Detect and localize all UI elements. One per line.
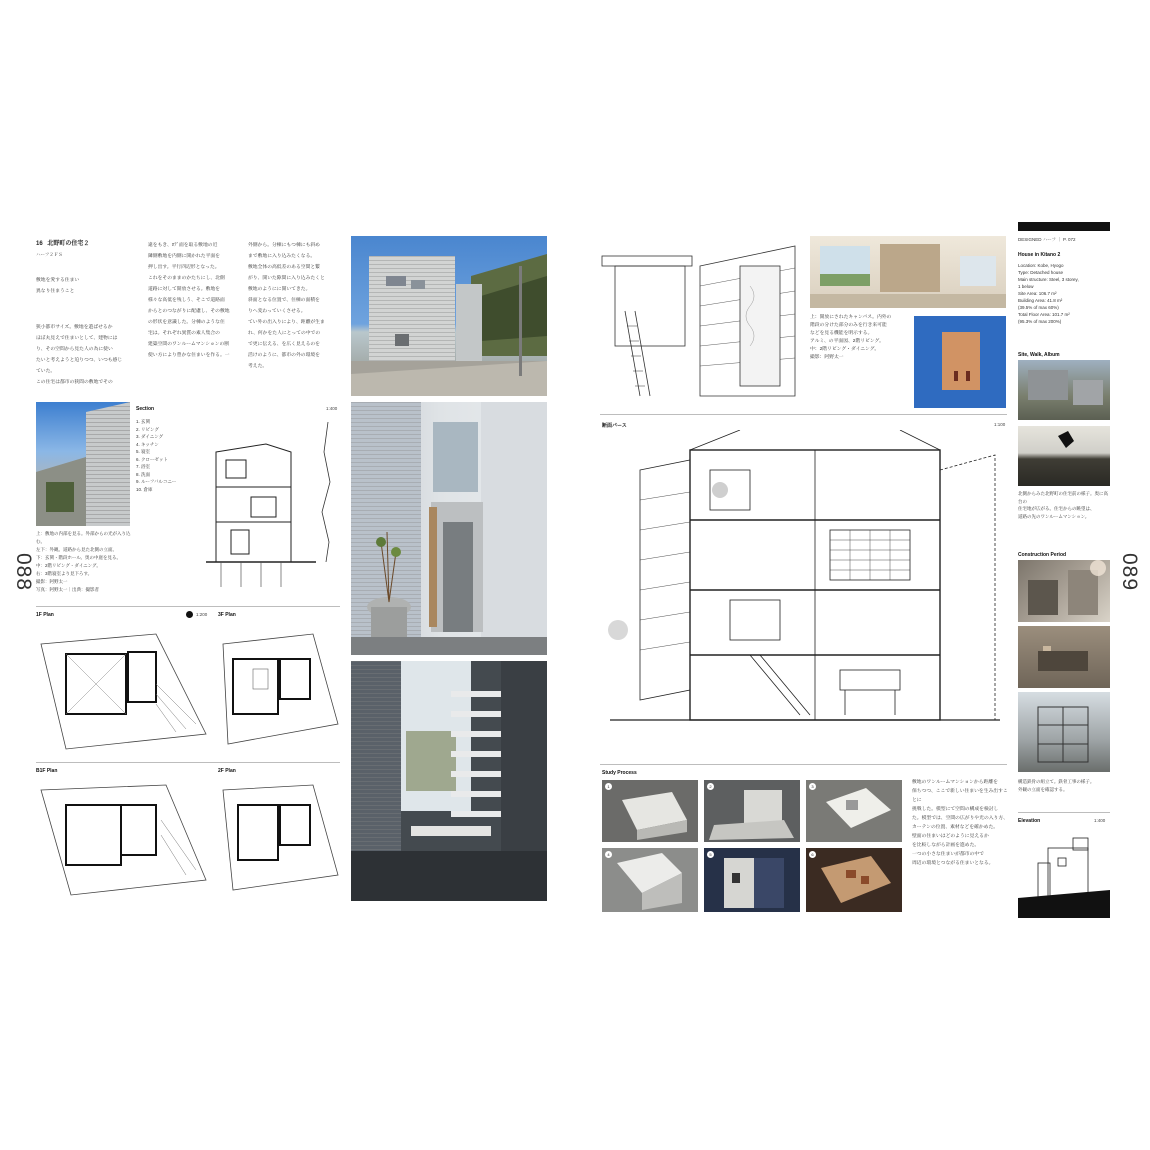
study-number: 3 <box>809 783 816 790</box>
model-blue-photo <box>914 316 1006 408</box>
divider <box>1018 812 1110 813</box>
exterior-photo-art <box>351 236 547 396</box>
model-blue-photo-art <box>914 316 1006 408</box>
plan-2f-drawing <box>218 780 343 900</box>
room-legend <box>136 418 196 493</box>
section-perspective <box>600 430 1008 760</box>
section-scale: 1:400 <box>326 406 338 411</box>
article-heading <box>36 238 89 247</box>
model-art <box>806 848 902 912</box>
article-subheading: ハーフ２ＦＳ <box>36 252 63 257</box>
plan-3f-drawing <box>218 624 343 754</box>
street-photo <box>36 402 130 526</box>
persp-scale: 1:100 <box>994 422 1006 427</box>
plan-3f-label: 3F Plan <box>218 612 236 618</box>
north-arrow-icon <box>186 611 193 618</box>
model-art <box>704 780 800 842</box>
legend-item: 7. 浴室 <box>136 464 151 469</box>
site-photo-art <box>1018 360 1110 420</box>
plan-b1f-label: B1F Plan <box>36 768 58 774</box>
stair-photo <box>351 661 547 901</box>
exterior-photo <box>351 236 547 396</box>
legend-item: 4. キッチン <box>136 441 159 447</box>
entry-photo-art <box>351 402 547 655</box>
model-art <box>602 848 698 912</box>
plan-b1f-drawing <box>36 780 211 900</box>
study-number: 6 <box>809 851 816 858</box>
elevation-scale: 1:400 <box>1094 818 1106 823</box>
elevation-label: Elevation <box>1018 818 1041 824</box>
model-art <box>806 780 902 842</box>
sidebar-header: DESIGNED ハーフ ｜ P. 072 <box>1018 237 1076 242</box>
body-column-3: 外側から。分棟にもつ棟にも斜め まで敷地に入り込みたくなる。 敷地全体の高低差のある空間と繋 がり、開いた隙間に入り込みたくと 敷地のようにに開いてきた。 斜面となる位置で、住棟の面積を りへ変わっていくさせる。 てい外の出入りにより、距離が生ま れ、何かをた人にとっての中での で更に伝える、を広く見えるのを 活けのように、都市の外の環境を 考えた。 <box>248 243 325 369</box>
interior-photo-art <box>810 236 1006 308</box>
construction-photo-1 <box>1018 560 1110 622</box>
legend-item: 3. ダイニング <box>136 434 164 439</box>
sidebar-caption-2: 構造鉄骨の組立て。鉄骨工事の様子。 外観の立面を確認する。 <box>1018 779 1095 792</box>
study-number: 4 <box>605 851 612 858</box>
left-page <box>36 232 548 902</box>
construction-art <box>1018 560 1110 622</box>
legend-item: 1. 玄関 <box>136 419 151 424</box>
study-thumb-1 <box>602 780 698 842</box>
interior-photo <box>810 236 1006 308</box>
street-photo-art <box>36 402 130 526</box>
model-art <box>704 848 800 912</box>
sidebar-info: Location: Kobe, Hyogo Type: Detached house Main structure: Steel, 3 storey, 1 below Site Area: 106.7 m² Building Area: 41.8 m² (39.5% of max 60%) Total Floor Area: 101.7 m² (95.3% of max 200%) <box>1018 263 1079 324</box>
persp-label: 断面パース <box>602 423 627 429</box>
site-walk-label: Site, Walk, Album <box>1018 352 1060 358</box>
construction-art <box>1018 626 1110 688</box>
section-drawing <box>196 412 346 592</box>
sidebar-black-bar <box>1018 222 1110 231</box>
page-number-left: 088 <box>12 552 36 592</box>
lead-line: 敷地を愛する住まい <box>36 278 80 283</box>
legend-item: 2. リビング <box>136 426 159 432</box>
construction-photo-3 <box>1018 692 1110 772</box>
divider <box>36 606 340 607</box>
legend-item: 5. 寝室 <box>136 449 151 454</box>
drawing-caption: 上：開放にされたキャンバス。内外の 階段の分けた部分のみを行き来可能 などを見る機能を明示する。 アルミ、の平面図、2階リビング。 中：2階リビング・ダイニング。 撮影：阿野太一 <box>810 315 892 360</box>
construction-photo-2 <box>1018 626 1110 688</box>
sidebar-caption-1: 北側からみた北野町の住宅前の様子。奥に高台の 住宅地が広がる。住宅からの眺望は、 道路の先のワンルームマンション。 <box>1018 491 1108 519</box>
legend-item: 10. 倉庫 <box>136 486 153 492</box>
lead-line: 異なり住まうこと <box>36 289 75 294</box>
site-photo-2 <box>1018 426 1110 486</box>
site-photo-1 <box>1018 360 1110 420</box>
study-thumb-2 <box>704 780 800 842</box>
study-caption: 敷地のワンルームマンションから距離を 保ちつつ、ここで新しい住まいを生み出すことに 挑戦した。模型にて空間の構成を検討し た。模型では、空間の広がりや光の入り方、 カーテンの位置、素材などを確かめた。 壁面の住まいはどのように見えるか を比較しながら計画を進めた。 一つの小さな住まいが都市の中で 周辺の環境とつながる住まいとなる。 <box>912 780 1008 866</box>
left-caption: 上：敷地の内部を見る。外部からの光が入り込む。 左下：外観。道路から見た北側の立面。 下：玄関・階段ホール。奥の中庭を見る。 中：2階リビング・ダイニング。 右：3階寝室より見下ろす。 撮影：阿野太一 写真：阿野太一｜出典：撮影者 <box>36 531 131 592</box>
elevation-drawing <box>1018 828 1110 918</box>
model-art <box>602 780 698 842</box>
article-title: 北野町の住宅２ <box>47 241 90 247</box>
construction-art <box>1018 692 1110 772</box>
plan-1f-drawing <box>36 624 211 754</box>
divider <box>36 762 340 763</box>
study-number: 2 <box>707 783 714 790</box>
study-thumb-4 <box>602 848 698 912</box>
detail-sketch <box>600 236 800 406</box>
study-label: Study Process <box>602 770 637 776</box>
lead-text <box>36 275 79 297</box>
stair-photo-art <box>351 661 547 901</box>
study-thumb-5 <box>704 848 800 912</box>
sidebar-title: House in Kitano 2 <box>1018 252 1061 258</box>
legend-item: 8. 洗面 <box>136 471 151 477</box>
legend-item: 9. ルーフバルコニー <box>136 479 177 484</box>
body-column-2: 違をもき、ﾛﾃﾞ面を取る敷地の近 隣側敷地を内側に開かれた平面を 押し出す。平行四辺形となった。 これをそのままのかたちにし、北側 道路に対して開放させる。敷地を 様々な高低を残しう、そこで道路面 からとのつながりに配慮し、その敷地 の形状を意識した。分棟のような住 宅は。それぞれ異質の素人集合の 建築空間のワンルームマンションの断 使い方により豊かな住まいを作る。一 <box>148 243 230 358</box>
section-label: Section <box>136 406 155 412</box>
article-number: 16 <box>36 241 43 247</box>
study-thumb-3 <box>806 780 902 842</box>
entry-photo <box>351 402 547 655</box>
site-photo-art <box>1018 426 1110 486</box>
page-number-right: 089 <box>1118 552 1142 592</box>
study-thumb-6 <box>806 848 902 912</box>
legend-item: 6. クローゼット <box>136 456 168 462</box>
study-number: 1 <box>605 783 612 790</box>
right-page <box>600 232 1112 922</box>
divider <box>600 414 1007 415</box>
plan-scale: 1:200 <box>196 612 208 617</box>
plan-2f-label: 2F Plan <box>218 768 236 774</box>
body-column-1: 狭小都市サイズ。敷地を遊ばせるか ほぼ丸見えで住まいとして、建物には り、その空間から見た人の為に使い たいと考えようと迫りつつ、いつも感じ ていた。 この住宅は都市の狭間の敷地でその <box>36 325 123 385</box>
divider <box>600 764 1007 765</box>
study-number: 5 <box>707 851 714 858</box>
construction-label: Construction Period <box>1018 552 1067 558</box>
plan-1f-label: 1F Plan <box>36 612 54 618</box>
